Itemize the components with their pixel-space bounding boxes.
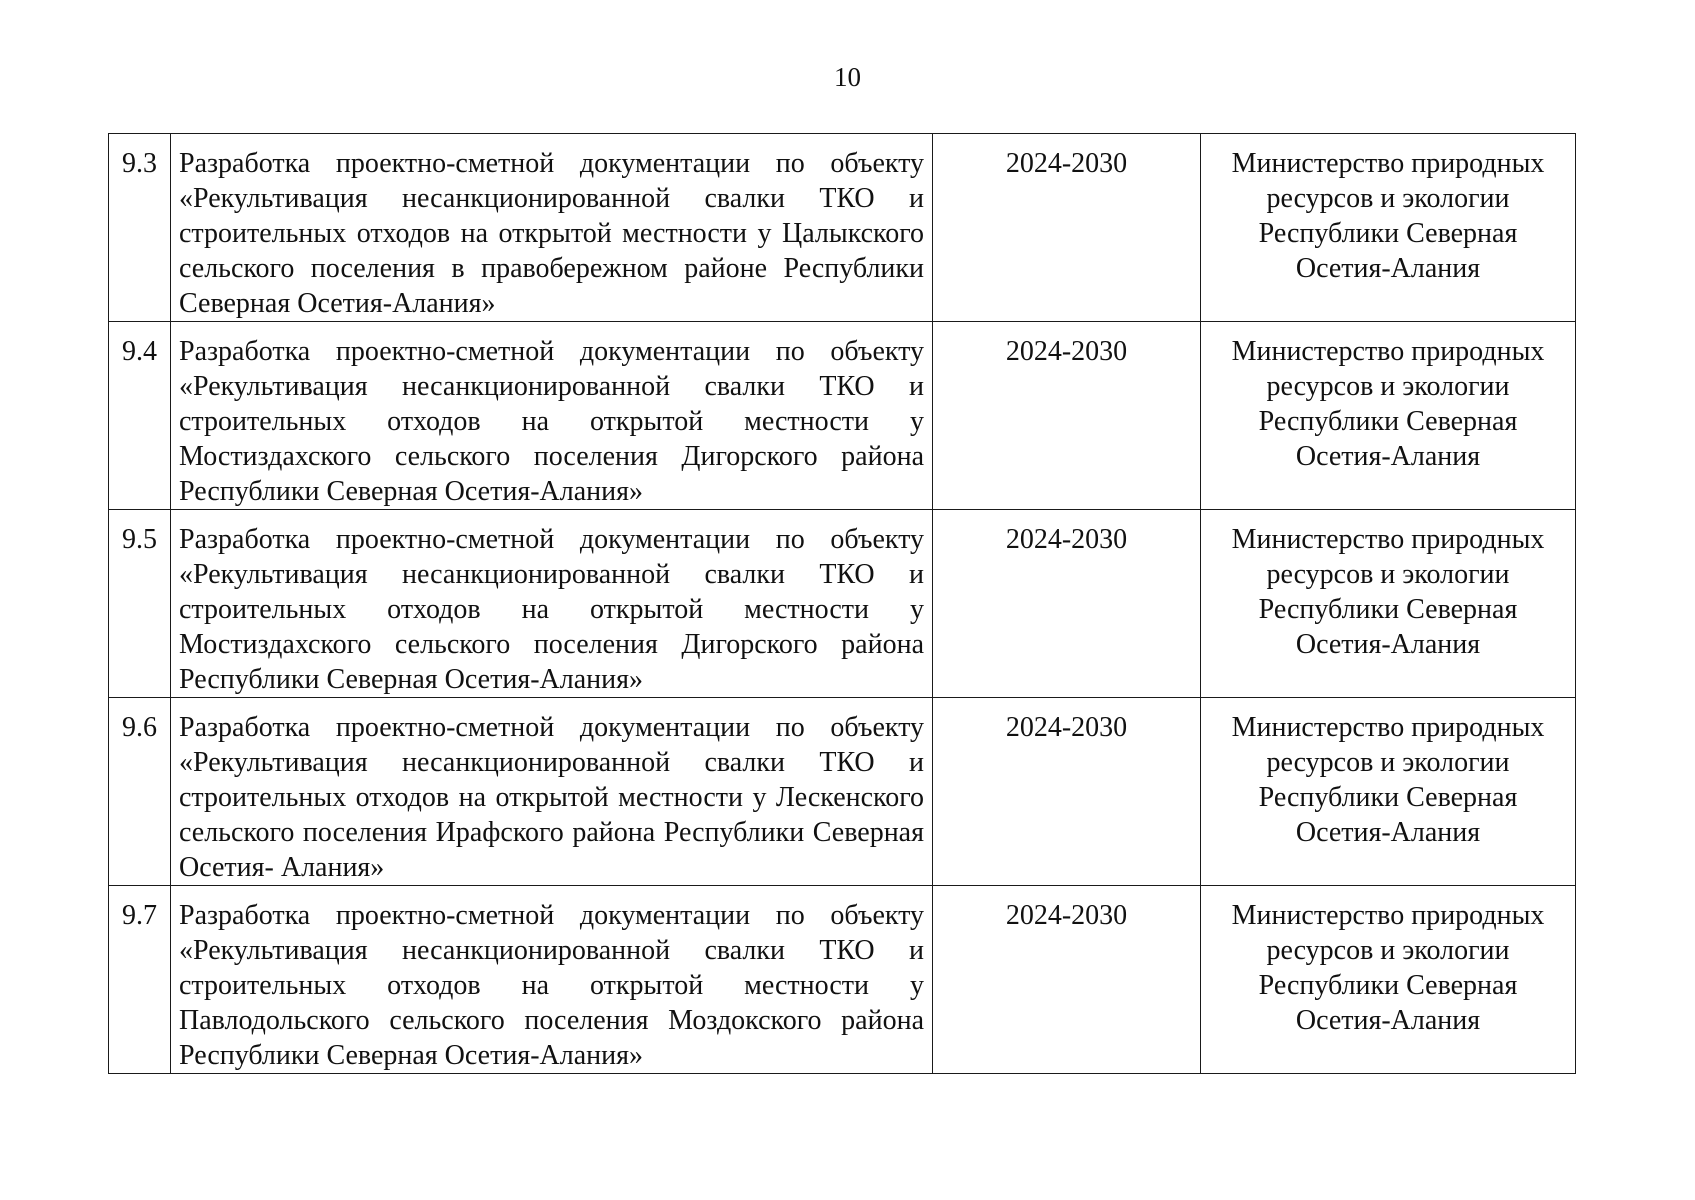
measure-description: Разработка проектно-сметной документации по объекту «Рекультивация несанкционированной свалки ТКО и строительных отходов на открытой местности у Павлодольского сельского поселения Моздокского района Республики Северная Осетия-Алания» (171, 886, 933, 1074)
row-number: 9.5 (109, 510, 171, 698)
responsible-executor: Министерство природных ресурсов и экологии Республики Северная Осетия-Алания (1201, 134, 1576, 322)
table-row (109, 322, 1576, 510)
responsible-executor: Министерство природных ресурсов и экологии Республики Северная Осетия-Алания (1201, 510, 1576, 698)
measure-description: Разработка проектно-сметной документации по объекту «Рекультивация несанкционированной свалки ТКО и строительных отходов на открытой местности у Цалыкского сельского поселения в правобережном районе Республики Северная Осетия-Алания» (171, 134, 933, 322)
table-row (109, 134, 1576, 322)
page-number: 10 (834, 62, 861, 92)
measure-description: Разработка проектно-сметной документации по объекту «Рекультивация несанкционированной свалки ТКО и строительных отходов на открытой местности у Мостиздахского сельского поселения Дигорского района Республики Северная Осетия-Алания» (171, 510, 933, 698)
row-number: 9.7 (109, 886, 171, 1074)
table-row (109, 510, 1576, 698)
table-row (109, 886, 1576, 1074)
measure-description: Разработка проектно-сметной документации по объекту «Рекультивация несанкционированной свалки ТКО и строительных отходов на открытой местности у Мостиздахского сельского поселения Дигорского района Республики Северная Осетия-Алания» (171, 322, 933, 510)
row-number: 9.6 (109, 698, 171, 886)
measures-table (108, 133, 1576, 1074)
implementation-period: 2024-2030 (933, 510, 1201, 698)
responsible-executor: Министерство природных ресурсов и экологии Республики Северная Осетия-Алания (1201, 698, 1576, 886)
implementation-period: 2024-2030 (933, 698, 1201, 886)
row-number: 9.3 (109, 134, 171, 322)
row-number: 9.4 (109, 322, 171, 510)
implementation-period: 2024-2030 (933, 134, 1201, 322)
responsible-executor: Министерство природных ресурсов и экологии Республики Северная Осетия-Алания (1201, 322, 1576, 510)
table-row (109, 698, 1576, 886)
measure-description: Разработка проектно-сметной документации по объекту «Рекультивация несанкционированной свалки ТКО и строительных отходов на открытой местности у Лескенского сельского поселения Ирафского района Республики Северная Осетия- Алания» (171, 698, 933, 886)
responsible-executor: Министерство природных ресурсов и экологии Республики Северная Осетия-Алания (1201, 886, 1576, 1074)
implementation-period: 2024-2030 (933, 322, 1201, 510)
implementation-period: 2024-2030 (933, 886, 1201, 1074)
